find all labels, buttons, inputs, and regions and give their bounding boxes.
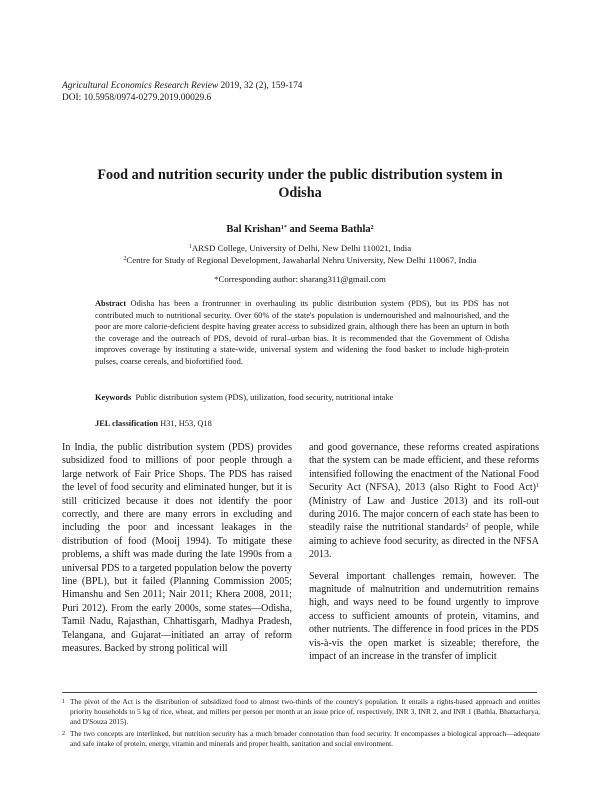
abstract-text: Odisha has been a frontrunner in overhauling its public distribution system (PDS), but its PDS has not contributed much to nutritional security. Over 60% of the state's population is undernourished and malnourished, and the poor are more calorie-deficient despite having greater access to subsidized grain, although there has been an upturn in both the coverage and the outreach of PDS, devoid of rural–urban bias. It is recommended that the Government of Odisha improves coverage by instituting a state-wide, universal system and widening the food basket to include high-protein pulses, coarse cereals, and biofortified food.: [95, 299, 510, 366]
keywords-text: Public distribution system (PDS), utilization, food security, nutritional intake: [135, 393, 394, 402]
footnote-text: The pivot of the Act is the distribution of subsidized food to almost two-thirds of the country's population. It entails a rights-based approach and entitles priority households to 5 kg of rice, wheat, and millets per person per month at an issue price of, respectively, INR 3, INR 2, and INR 1 (Bathla, Bhattacharya, and D'Souza 2015).: [70, 697, 540, 727]
author-1-marks: 1*: [280, 225, 287, 231]
corresponding-author: *Corresponding author: sharang311@gmail.com: [214, 274, 386, 284]
body-column-left: [62, 441, 292, 656]
journal-name: Agricultural Economics Research Review: [62, 81, 219, 91]
affiliation-1-text: ARSD College, University of Delhi, New Delhi 110021, India: [191, 243, 412, 253]
body-text: and good governance, these reforms created aspirations that the system can be made efficient, and these reforms intensified following the enactment of the National Food Security Act (NFSA), 2013 (also Right to Food Act): [309, 442, 539, 494]
affiliation-1-mark: 1: [188, 244, 192, 250]
footnotes: [62, 697, 540, 750]
body-text: (Ministry of Law and Justice 2013) and its roll-out during 2016. The major concern of each state has been to steadily raise the nutritional standards: [309, 495, 539, 534]
footnote-ref-1: 1: [536, 483, 539, 490]
body-column-right: [309, 441, 539, 664]
body-paragraph: [309, 441, 539, 562]
body-text: of people, while aiming to achieve food security, as directed in the NFSA 2013.: [309, 522, 539, 561]
abstract-label: Abstract: [95, 299, 127, 308]
footnote-text: The two concepts are interlinked, but nutrition security has a much broader connotation than food security. It encompasses a biological approach—adequate and safe intake of protein, energy, vitamin and minerals and proper health, sanitation and social environment.: [70, 728, 540, 748]
footnote-number: 2: [62, 730, 65, 737]
keywords: [95, 392, 509, 404]
body-paragraph: Several important challenges remain, however. The magnitude of malnutrition and undernutrition remains high, and ways need to be found urgently to improve access to sufficient amounts of protein, vitamins, and other nutrients. The difference in food prices in the PDS vis-à-vis the open market is sizeable; therefore, the impact of an increase in the transfer of implicit: [309, 570, 539, 663]
author-line: [0, 224, 600, 235]
affiliation-2: [0, 254, 600, 266]
body-paragraph: In India, the public distribution system (PDS) provides subsidized food to millions of poor people through a large network of Fair Price Shops. The PDS has raised the level of food security and eliminated hunger, but it is still criticized because it does not identify the poor correctly, and there are many errors in excluding and including the poor and incessant leakages in the distribution of food (Mooij 1994). To mitigate these problems, a shift was made during the late 1990s from a universal PDS to a targeted population below the poverty line (BPL), but it failed (Planning Commission 2005; Himanshu and Sen 2011; Nair 2011; Khera 2008, 2011; Puri 2012). From the early 2000s, some states—Odisha, Tamil Nadu, Rajasthan, Chhattisgarh, Madhya Pradesh, Telangana, and Gujarat—initiated an array of reform measures. Backed by strong political will: [62, 442, 292, 655]
footnote-2: [62, 729, 540, 749]
keywords-label: Keywords: [95, 393, 132, 402]
journal-volume: 2019, 32 (2), 159-174: [220, 81, 303, 91]
jel-codes: H31, H53, Q18: [160, 419, 212, 428]
footnote-1: [62, 697, 540, 728]
journal-citation: [62, 80, 303, 92]
author-connector: and: [286, 224, 310, 235]
affiliation-2-text: Centre for Study of Regional Development, Jawaharlal Nehru University, New Delhi 110067, India: [126, 255, 477, 265]
jel-classification: [95, 418, 509, 430]
affiliation-1: [0, 242, 600, 254]
footnote-number: 1: [62, 699, 65, 705]
jel-label: JEL classification: [95, 419, 159, 428]
journal-doi: DOI: 10.5958/0974-0279.2019.00029.6: [62, 93, 212, 103]
affiliation-2-mark: 2: [123, 256, 127, 262]
author-2: Seema Bathla: [309, 224, 371, 235]
footnote-ref-2: 2: [465, 523, 469, 530]
paper-title: Food and nutrition security under the public distribution system in Odisha: [97, 167, 503, 201]
footnote-divider: [62, 692, 537, 693]
abstract: [95, 298, 509, 368]
author-1: Bal Krishan: [226, 224, 281, 235]
journal-header: [62, 80, 303, 104]
author-2-marks: 2: [370, 225, 374, 231]
